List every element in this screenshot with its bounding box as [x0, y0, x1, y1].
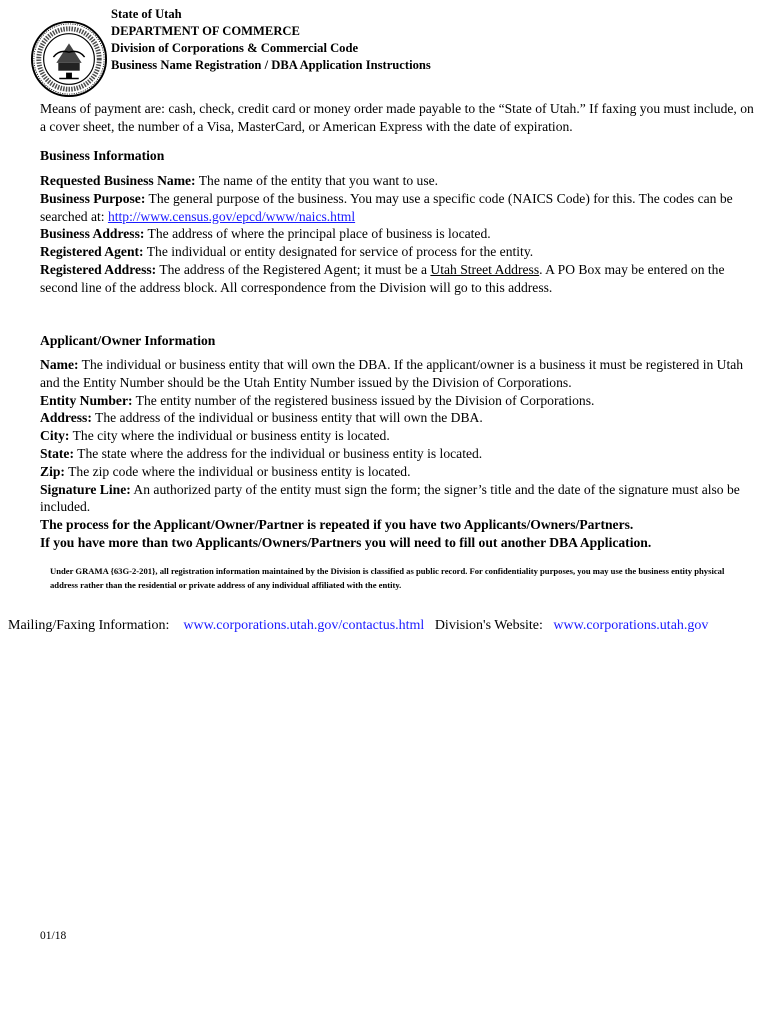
applicant-info-section: [40, 356, 760, 552]
signature-text: An authorized party of the entity must sign the form; the signer’s title and the date of the signature must also be included.: [40, 481, 740, 515]
applicant-address-item: [40, 409, 760, 427]
grama-notice: Under GRAMA {63G-2-201}, all registration information maintained by the Division is classified as public record. For confidentiality purposes, you may use the business entity physical address rather than the residential or private address of any individual affiliated with the entity.: [50, 566, 725, 590]
utah-state-seal-icon: [30, 20, 108, 98]
state-text: The state where the address for the individual or business entity is located.: [73, 445, 483, 461]
document-header: [111, 6, 431, 74]
signature-label: Signature Line:: [40, 481, 131, 497]
revision-date: 01/18: [40, 930, 67, 942]
applicant-name-item: [40, 356, 760, 392]
business-purpose-text: The general purpose of the business. You may use a specific code (NAICS Code) for this. The codes can be searched at:: [40, 190, 733, 224]
applicant-name-label: Name:: [40, 357, 79, 372]
utah-street-address: Utah Street Address: [430, 261, 540, 277]
header-state: State of Utah: [111, 7, 182, 21]
more-applicants-note: If you have more than two Applicants/Owners/Partners you will need to fill out another DBA Application.: [40, 534, 652, 550]
registered-address-text-cont: . A PO Box may be entered on the second line of the address block. All correspondence from the Division will go to this address.: [40, 261, 725, 295]
business-purpose-item: [40, 190, 760, 226]
state-item: [40, 445, 760, 463]
header-department: DEPARTMENT OF COMMERCE: [111, 24, 300, 38]
requested-name-text: The name of the entity that you want to use.: [195, 173, 439, 188]
business-info-section: [40, 172, 760, 297]
applicant-name-text: The individual or business entity that will own the DBA. If the applicant/owner is a business it must be registered in Utah and the Entity Number should be the Utah Entity Number issued by the Division of Corporations.: [40, 357, 744, 390]
mailing-info: [8, 618, 708, 634]
registered-address-label: Registered Address:: [40, 261, 157, 277]
registered-address-item: [40, 261, 760, 297]
entity-number-label: Entity Number:: [40, 392, 133, 408]
entity-number-item: [40, 392, 760, 410]
city-text: The city where the individual or business entity is located.: [69, 428, 390, 444]
business-address-text: The address of where the principal place of business is located.: [144, 226, 491, 242]
city-item: [40, 427, 760, 445]
naics-link[interactable]: http://www.census.gov/epcd/www/naics.html: [107, 208, 356, 224]
registered-agent-item: [40, 243, 760, 261]
business-address-item: [40, 225, 760, 243]
signature-item: [40, 481, 760, 517]
state-label: State:: [40, 445, 74, 461]
business-address-label: Business Address:: [40, 226, 145, 242]
zip-text: The zip code where the individual or business entity is located.: [64, 463, 411, 479]
zip-item: [40, 463, 760, 481]
city-label: City:: [40, 428, 70, 444]
registered-agent-text: The individual or entity designated for service of process for the entity.: [143, 244, 534, 260]
applicant-address-text: The address of the individual or business entity that will own the DBA.: [91, 410, 483, 426]
header-form-title: Business Name Registration / DBA Application Instructions: [111, 58, 431, 72]
registered-address-text: The address of the Registered Agent; it must be a: [156, 261, 431, 277]
entity-number-text: The entity number of the registered business issued by the Division of Corporations.: [132, 392, 595, 408]
payment-instructions: Means of payment are: cash, check, credit card or money order made payable to the “State of Utah.” If faxing you must include, on a cover sheet, the number of a Visa, MasterCard, or American Express with the date of expiration.: [40, 101, 754, 134]
business-purpose-label: Business Purpose:: [40, 190, 146, 206]
mailing-label: Mailing/Faxing Information:: [8, 618, 170, 633]
contact-us-link[interactable]: www.corporations.utah.gov/contactus.html: [183, 618, 425, 633]
business-info-heading: Business Information: [40, 148, 165, 163]
applicant-address-label: Address:: [40, 410, 92, 426]
applicant-info-heading: Applicant/Owner Information: [40, 333, 216, 348]
requested-name-item: [40, 172, 760, 190]
repeat-note: The process for the Applicant/Owner/Partner is repeated if you have two Applicants/Owners/Partners.: [40, 517, 634, 533]
zip-label: Zip:: [40, 463, 65, 479]
header-division: Division of Corporations & Commercial Code: [111, 41, 359, 55]
requested-name-label: Requested Business Name:: [40, 173, 196, 188]
website-label: Division's Website:: [434, 618, 543, 633]
division-website-link[interactable]: www.corporations.utah.gov: [553, 618, 709, 633]
registered-agent-label: Registered Agent:: [40, 244, 144, 260]
